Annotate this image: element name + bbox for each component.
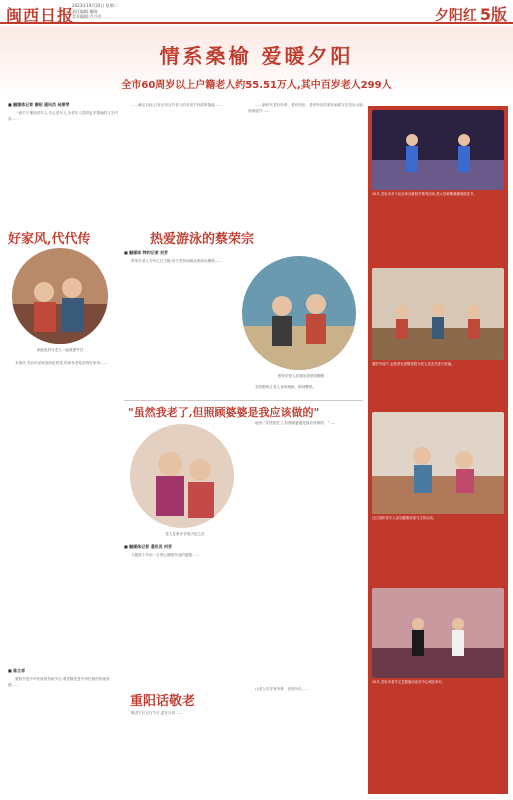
care-article-cont: 她说:“虽然我老了,但照顾婆婆是我应该做的。”…… xyxy=(255,421,337,425)
issue-designer: 美术编辑:卢月芳 xyxy=(72,14,102,19)
newspaper-logo: 闽西日报 xyxy=(6,6,75,25)
swimming-byline: ■ 融媒体 特约记者 刘芳 xyxy=(124,250,168,255)
caption-dance: 10月,龙岩市多个社区举办重阳节系列活动,老人们载歌载舞欢度佳节。 xyxy=(372,192,477,196)
caption-swimming: 蔡荣宗老人在游泳馆坚持锻炼 xyxy=(277,374,325,378)
issue-meta xyxy=(72,3,192,20)
essay-col-3: 让老人们老有所养、老有所乐…… xyxy=(255,687,309,691)
elders-photo xyxy=(372,268,504,360)
caption-community: 社区组织老年人参加健康讲座与文体活动。 xyxy=(372,516,437,520)
section-title-double-ninth: 重阳话敬老 xyxy=(130,694,196,709)
divider xyxy=(124,400,363,401)
issue-editor: 责任编辑:谢晓 xyxy=(72,8,98,14)
care-byline: ■ 融媒体记者 通讯员 何芳 xyxy=(124,544,172,549)
issue-date: 2023年10月24日 星期二 xyxy=(72,3,118,8)
section-title-family: 好家风,代代传 xyxy=(8,232,91,247)
essay-col-1: 重阳节是中华民族的传统节日,尊老敬老是中华民族的传统美德…… xyxy=(8,677,110,687)
lead-col-1: 一段关于重视老年人,关心老年人,为老年人提供更多帮助的文字内容…… xyxy=(8,111,118,121)
lead-col-3: ……新时代老有所养、老有所依、老有所乐的美好画面正在龙岩大地徐徐展开…… xyxy=(248,103,363,113)
page-number: 5版 xyxy=(479,5,507,24)
caption-care: 老人在家中享受天伦之乐 xyxy=(165,532,205,536)
family-photo xyxy=(12,248,108,344)
swimming-photo xyxy=(242,256,356,370)
caption-stage: 10月,龙岩市老年文艺展演活动在中心城区举行。 xyxy=(372,680,446,684)
dance-photo xyxy=(372,110,504,190)
caption-elders: 重阳节前夕,志愿者走进敬老院为老人送去关爱与祝福。 xyxy=(372,362,455,366)
community-photo xyxy=(372,412,504,514)
family-article: 本报讯 龙岩市某家庭四世同堂,传承孝老爱亲的好家风…… xyxy=(15,361,108,365)
swimming-article-cont: 坚持锻炼让老人身体硬朗、精神矍铄。 xyxy=(255,385,317,389)
care-article: 儿媳数十年如一日悉心照顾年迈的婆婆…… xyxy=(131,553,200,557)
section-title-care: "虽然我老了,但照顾婆婆是我应该做的" xyxy=(128,406,320,419)
caption-family: 家庭成员与老人一起欢度节日 xyxy=(36,348,84,352)
page-subheadline: 全市60周岁以上户籍老人约55.51万人,其中百岁老人299人 xyxy=(121,80,392,91)
essay-col-2: 敬老不仅仅在节日,更在日常…… xyxy=(131,711,183,715)
swimming-article: 蔡荣宗老人今年已过古稀,每天坚持到游泳馆游泳锻炼…… xyxy=(131,259,222,263)
section-title-swimming: 热爱游泳的蔡荣宗 xyxy=(150,232,255,247)
section-name: 夕阳红 5版 xyxy=(434,5,507,24)
stage-photo xyxy=(372,588,504,678)
lead-byline: ■ 融媒体记者 谢昭 通讯员 吴厚荣 xyxy=(8,102,70,107)
page-headline: 情系桑榆 爱暖夕阳 xyxy=(159,44,354,68)
essay-byline: ■ 陈立祥 xyxy=(8,668,26,673)
care-photo xyxy=(130,424,234,528)
lead-col-2: ……截至目前,已有全市百岁老人的多项关怀政策落地…… xyxy=(131,103,222,107)
